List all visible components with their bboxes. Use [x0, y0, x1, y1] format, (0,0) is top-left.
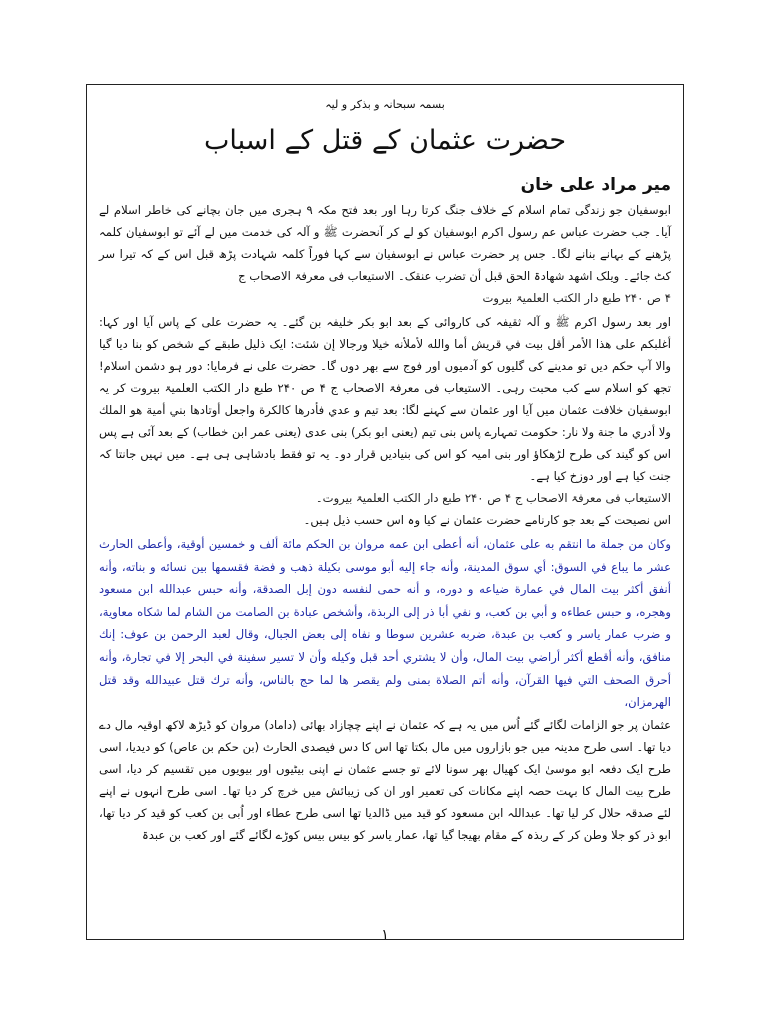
document-page: [86, 84, 684, 943]
reference-2: الاستیعاب فی معرفۃ الاصحاب ج ۴ ص ۲۴۰ طبع دار الکتب العلمیۃ بیروت۔: [315, 491, 671, 505]
author-name: میر مراد علی خان: [520, 175, 671, 195]
page-number: ١: [381, 927, 389, 943]
reference-1: ۴ ص ۲۴۰ طبع دار الکتب العلمیۃ بیروت: [482, 291, 671, 305]
page-title: حضرت عثمان کے قتل کے اسباب: [203, 125, 567, 156]
paragraph-1: ابوسفیان جو زندگی تمام اسلام کے خلاف جنگ کرتا رہا اور بعد فتح مکہ ۹ ہجری میں جان بچانے کی خاطر اسلام لے آیا۔ جب حضرت عباس عم رسول اکرم ابوسفیان کو لے کر آنحضرت ﷺ و آلہ کی خدمت میں لے آئے تو ابوسفیان کلمہ پڑھنے کے بہانے بنانے لگا۔ جس پر حضرت عباس نے ابوسفیان سے کہا فوراً کلمہ شہادت پڑھ قبل اس کے کہ تیرا سر کٹ جائے۔ ویلک اشھد شھادۃ الحق قبل أن تضرب عنقک۔ الاستیعاب فی معرفۃ الاصحاب ج: [99, 203, 672, 283]
paragraph-2: اور بعد رسول اکرم ﷺ و آلہ ثقیفہ کی کاروائی کے بعد ابو بکر خلیفہ بن گئے۔ یہ حضرت علی کے پاس آیا اور کہا: أغلبكم على هذا الأمر أقل بيت في قريش أما والله لأملأنه خيلا ورجالا إن شئت: ایک ذلیل طبقے کے شخص کو بنا دیا گیا والا آپ حکم دیں تو مدینے کی گلیوں کو آدمیوں اور فوج سے بھر دوں گا۔ حضرت علی نے فرمایا: دور ہو دشمن اسلام! تجھ کو اسلام سے کب محبت رہی۔ الاستیعاب فی معرفۃ الاصحاب ج ۴ ص ۲۴۰ طبع دار الکتب العلمیۃ بیروت کر یہ ابوسفیان خلافت عثمان میں آیا اور عثمان سے کہنے لگا: بعد تیم و عدي فأدرها كالكرة واجعل أوتادها بني أمية هو الملك ولا أدري ما جنة ولا نار: حکومت تمہارے پاس بنی تیم (یعنی ابو بکر) بنی عدی (یعنی عمر ابن خطاب) کے بعد آئی ہے پس اس کو گیند کی طرح لڑھکاؤ اور بنی امیہ کو اس کی بنیادیں قرار دو۔ یہ تو فقط بادشاہی ہی ہے۔ میں نہیں جانتا کہ جنت کیا ہے اور دوزخ کیا ہے۔: [99, 315, 672, 483]
basmala-line: بسمہ سبحانہ و بذکر و لیہ: [325, 98, 445, 111]
paragraph-3: اس نصیحت کے بعد جو کارنامے حضرت عثمان نے کیا وہ اس حسب ذیل ہیں۔: [303, 513, 671, 527]
arabic-quote: وكان من جملة ما انتقم به على عثمان، أنه أعطى ابن عمه مروان بن الحكم مائة ألف و خمسين أوقية، وأعطى الحارث عشر ما يباع في السوق: أي سوق المدينة، وأنه جاء إليه أبو موسى بكيلة ذهب و فضة فقسمها بين نسائه و بناته، وأنه أنفق أكثر بيت المال في عمارة ضياعه و دوره، و أنه حمى لنفسه دون إبل الصدقة، وأنه حبس عبدالله ابن مسعود وهجره، و حبس عطاءه و أبي بن كعب، و نفي أبا ذر إلى الربذة، وأشخص عبادة بن الصامت من الشام لما شكاه معاوية، و ضرب عمار ياسر و كعب بن عبدة، ضربه عشرين سوطا و نفاه إلى بعض الجبال، وقال لعبد الرحمن بن عوف: إنك منافق، وأنه أقطع أكثر أراضي بيت المال، وأن لا يشتري أحد قبل وكيله وأن لا تسير سفينة في البحر إلا في تجارة، وأنه أحرق الصحف التي فيها القرآن، وأنه أتم الصلاة بمنى ولم يقصر ها لما حج بالناس، وأنه ترك قتل عبيدالله وقد قتل الهرمزان،: [99, 537, 671, 710]
closing-paragraph: عثمان پر جو الزامات لگائے گئے اُس میں یہ ہے کہ عثمان نے اپنے چچازاد بھائی (داماد) مروان کو ڈیڑھ لاکھ اوقیہ مال دے دیا تھا۔ اسی طرح مدینہ میں جو بازاروں میں مال بکتا تھا اس کا دس فیصدی الحارث (بن حکم بن عاص) کو دیدیا، اسی طرح ایک دفعہ ابو موسیٰ ایک کھیال بھر سونا لائے تو جسے عثمان نے اپنی بیٹیوں اور بیویوں میں تقسیم کر دیا، اسی طرح بیت المال کا بہت حصہ اپنے مکانات کی تعمیر اور ان کی زیبائش میں خرچ کر دیا تھا۔ اسی طرح انہوں نے اپنے لئے صدقہ حلال کر لیا تھا۔ عبداللہ ابن مسعود کو قید میں ڈالدیا تھا اسی طرح عطاء اور اُبی بن کعب کو قید کر دیا تھا، ابو ذر کو جلا وطن کر کے ربذہ کے مقام بھیجا گیا تھا، عمار یاسر کو بیس بیس کوڑے لگائے گئے اور کعب بن عبدۃ: [99, 717, 671, 842]
page-content: [99, 95, 671, 846]
